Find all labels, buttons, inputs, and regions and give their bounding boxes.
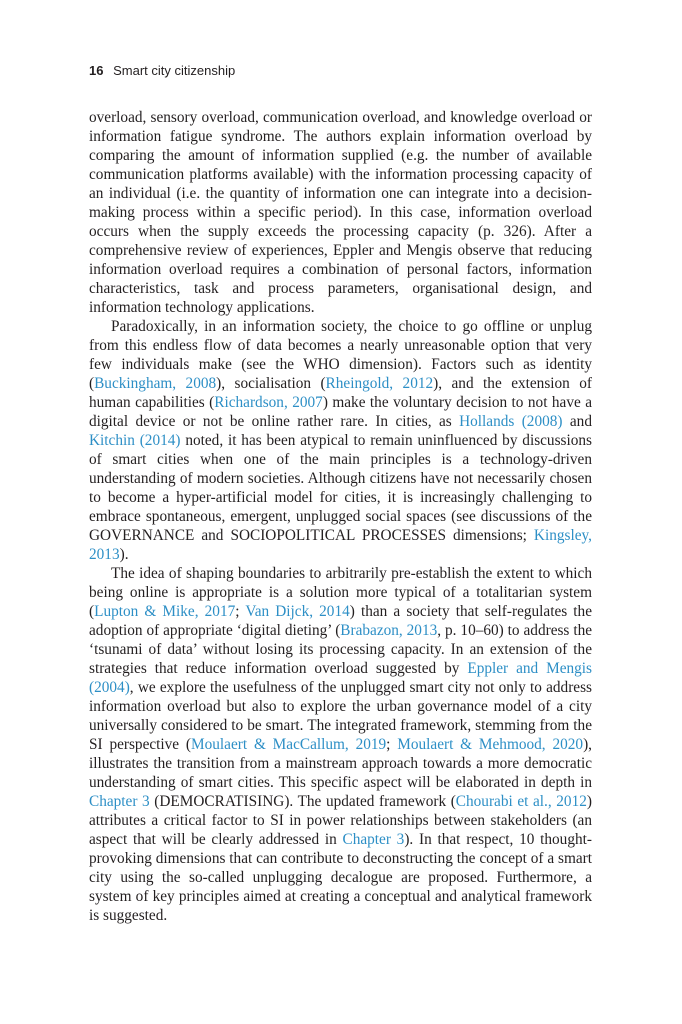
citation-link[interactable]: Chourabi et al., 2012 xyxy=(455,793,587,810)
text-run: ) make the voluntary decision to not have a digital device or not be online rather rare. In cities, as xyxy=(89,394,592,430)
text-run: (DEMOCRATISING). The updated framework ( xyxy=(149,793,456,810)
body-text xyxy=(89,108,592,925)
paragraph-2 xyxy=(89,317,592,564)
chapter-link[interactable]: Chapter 3 xyxy=(89,793,150,810)
citation-link[interactable]: Lupton & Mike, 2017 xyxy=(94,603,236,620)
paragraph-1: overload, sensory overload, communication overload, and knowledge overload or information fatigue syndrome. The authors explain information overload by comparing the amount of information supplied (e.g. the number of available communication platforms available) with the information processing capacity of an individual (i.e. the quantity of information one can integrate into a decision-making process within a specific period). In this case, information overload occurs when the supply exceeds the processing capacity (p. 326). After a comprehensive review of experiences, Eppler and Mengis observe that reducing information overload requires a combination of personal factors, information characteristics, task and process parameters, organisational design, and information technology applications. xyxy=(89,109,592,316)
citation-link[interactable]: Buckingham, 2008 xyxy=(94,375,217,392)
text-run: ; xyxy=(235,603,246,620)
text-run: The idea of shaping boundaries to arbitrarily pre-establish the extent to which being online is appropriate is a solution more typical of a totalitarian system ( xyxy=(89,565,592,620)
citation-link[interactable]: Moulaert & Mehmood, 2020 xyxy=(397,736,584,753)
text-run: ), socialisation ( xyxy=(216,375,326,392)
running-head xyxy=(89,63,235,78)
citation-link[interactable]: Van Dijck, 2014 xyxy=(245,603,350,620)
page-number: 16 xyxy=(89,63,104,78)
running-title: Smart city citizenship xyxy=(113,63,236,78)
chapter-link[interactable]: Chapter 3 xyxy=(342,831,405,848)
citation-link[interactable]: Kitchin (2014) xyxy=(89,432,181,449)
text-run: ) than a society that self-regulates the adoption of appropriate ‘digital dieting’ ( xyxy=(89,603,592,639)
text-run: ), and the extension of human capabilities ( xyxy=(89,375,593,411)
text-run: ; xyxy=(386,736,398,753)
citation-link[interactable]: Hollands (2008) xyxy=(459,413,563,430)
citation-link[interactable]: Rheingold, 2012 xyxy=(325,375,434,392)
citation-link[interactable]: Brabazon, 2013 xyxy=(340,622,438,639)
text-run: ). xyxy=(119,546,129,563)
text-run: ), illustrates the transition from a mainstream approach towards a more democratic understanding of smart cities. This specific aspect will be elaborated in depth in xyxy=(89,736,592,791)
text-run: Paradoxically, in an information society, the choice to go offline or unplug from this endless flow of data becomes a nearly unreasonable option that very few individuals make (see the WHO dimension). Factors such as identity ( xyxy=(89,318,592,392)
text-run: , p. 10–60) to address the ‘tsunami of data’ without losing its processing capacity. In an extension of the strategies that reduce information overload suggested by xyxy=(89,622,593,677)
citation-link[interactable]: Kingsley, 2013 xyxy=(89,527,592,563)
citation-link[interactable]: Moulaert & MacCallum, 2019 xyxy=(191,736,387,753)
text-run: ) attributes a critical factor to SI in power relationships between stakeholders (an aspect that will be clearly addressed in xyxy=(89,793,592,848)
citation-link[interactable]: Eppler and Mengis (2004) xyxy=(89,660,592,696)
text-run: , we explore the usefulness of the unplugged smart city not only to address information overload but also to explore the urban governance model of a city universally considered to be smart. The integrated framework, stemming from the SI perspective ( xyxy=(89,679,592,753)
text-run: and xyxy=(562,413,592,430)
text-run: noted, it has been atypical to remain uninfluenced by discussions of smart cities when one of the main principles is a technology-driven understanding of modern societies. Although citizens have not necessarily chosen to become a hyper-artificial model for cities, it is increasingly challenging to embrace spontaneous, emergent, unplugged social spaces (see discussions of the GOVERNANCE and SOCIOPOLITICAL PROCESSES dimensions; xyxy=(89,432,592,544)
citation-link[interactable]: Richardson, 2007 xyxy=(214,394,323,411)
text-run: ). In that respect, 10 thought-provoking dimensions that can contribute to deconstructing the concept of a smart city using the so-called unplugging decalogue are proposed. Furthermore, a system of key principles aimed at creating a conceptual and analytical framework is suggested. xyxy=(89,831,592,924)
paragraph-3 xyxy=(89,564,592,925)
